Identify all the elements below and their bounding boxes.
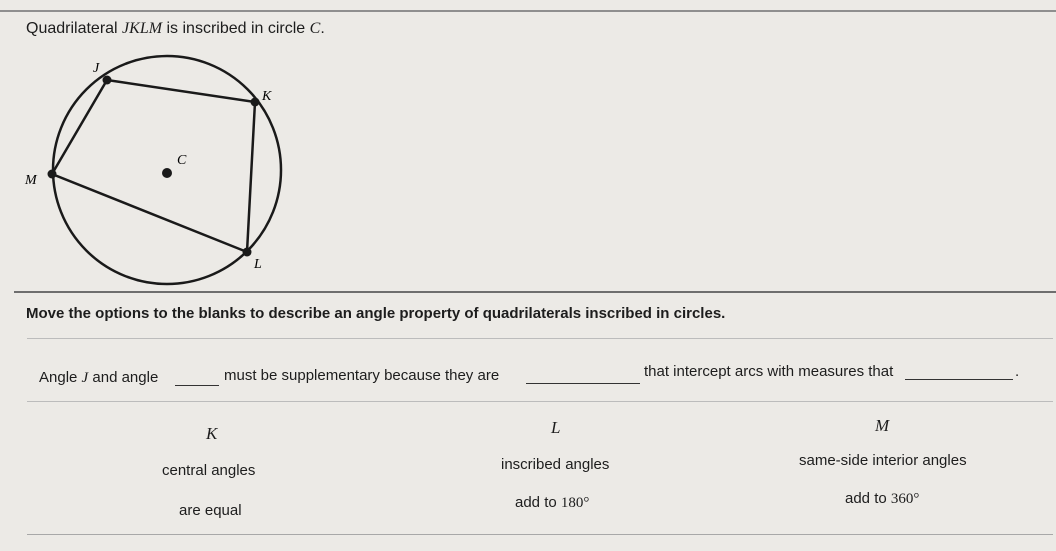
- inscribed-quadrilateral-figure: [20, 52, 290, 288]
- add-360-value: 360°: [890, 491, 920, 507]
- option-l[interactable]: L: [551, 418, 561, 437]
- option-add-to-180[interactable]: [511, 492, 593, 514]
- statement-end: .: [1015, 363, 1020, 380]
- label-j: J: [93, 61, 100, 76]
- option-add-to-360[interactable]: [841, 488, 923, 510]
- statement-angle-word: Angle: [39, 369, 82, 386]
- statement-part3: must be supplementary because they are: [224, 367, 500, 384]
- statement-and-angle: and angle: [88, 369, 159, 386]
- label-k: K: [262, 89, 272, 104]
- angle-j-var: J: [81, 370, 89, 386]
- instruction-text: Move the options to the blanks to describe an angle property of quadrilaterals inscribed in circles.: [26, 305, 726, 322]
- label-l: L: [254, 257, 262, 272]
- prompt-prefix: Quadrilateral: [26, 20, 123, 37]
- center-c-dot: [162, 168, 172, 178]
- statement-area: [27, 338, 1053, 402]
- vertex-l-dot: [243, 248, 252, 257]
- prompt-middle: is inscribed in circle: [162, 20, 310, 37]
- quadrilateral-jklm: [52, 80, 255, 252]
- vertex-j-dot: [103, 76, 112, 85]
- add-180-text: add to: [515, 494, 561, 511]
- section-divider: [14, 291, 1056, 293]
- option-are-equal[interactable]: are equal: [179, 502, 242, 519]
- blank-angle[interactable]: [175, 385, 219, 386]
- top-rule: [0, 10, 1056, 12]
- add-180-value: 180°: [560, 495, 590, 511]
- label-c: C: [177, 153, 187, 168]
- add-360-text: add to: [845, 490, 891, 507]
- vertex-k-dot: [251, 98, 260, 107]
- blank-angle-type[interactable]: [526, 383, 640, 384]
- vertex-m-dot: [48, 170, 57, 179]
- options-bank: [27, 404, 1053, 535]
- quad-name: JKLM: [122, 20, 163, 37]
- circle-name: C: [309, 20, 321, 37]
- option-m[interactable]: M: [875, 416, 890, 435]
- option-same-side-interior-angles[interactable]: same-side interior angles: [799, 452, 967, 469]
- blank-arc-relation[interactable]: [905, 379, 1013, 380]
- label-m: M: [25, 173, 37, 188]
- prompt-suffix: .: [320, 20, 325, 37]
- statement-part4: that intercept arcs with measures that: [644, 363, 894, 380]
- option-central-angles[interactable]: central angles: [162, 462, 256, 479]
- question-prompt: [26, 20, 325, 38]
- option-k[interactable]: K: [206, 424, 218, 443]
- statement-part1: [39, 369, 158, 387]
- option-inscribed-angles[interactable]: inscribed angles: [501, 456, 610, 473]
